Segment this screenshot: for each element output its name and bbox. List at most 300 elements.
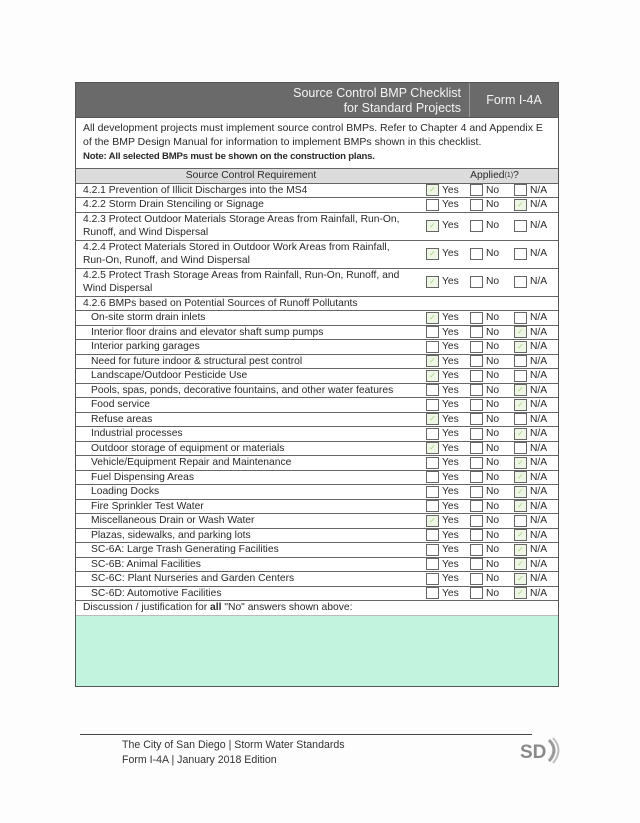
option-na[interactable] [514,184,552,198]
discussion-prefix: Discussion / justification for [83,602,211,613]
discussion-textarea[interactable] [76,615,558,686]
option-na[interactable] [514,398,552,412]
applied-options [418,198,558,212]
requirement-label: Pools, spas, ponds, decorative fountains, and other water features [91,384,394,396]
option-label-yes: Yes [442,442,459,454]
checkbox-yes[interactable]: ✓ [426,248,439,260]
option-label-yes: Yes [442,573,459,584]
col-header-requirement: Source Control Requirement [185,170,317,181]
checkbox-no[interactable] [470,529,483,541]
option-na[interactable] [514,500,552,514]
checkbox-na[interactable] [514,515,527,527]
form-i-4a [75,82,559,687]
col-header-applied-suffix: ? [513,170,519,181]
option-yes[interactable] [426,471,464,485]
option-na[interactable] [514,529,552,543]
checkbox-na[interactable]: ✓ [514,500,527,512]
option-na[interactable] [514,311,552,325]
checkbox-na[interactable]: ✓ [514,486,527,498]
applied-options [418,427,558,441]
option-label-yes: Yes [442,544,459,555]
checkbox-na[interactable]: ✓ [514,587,527,599]
checkbox-yes[interactable] [426,529,439,541]
form-id: Form I-4A [469,83,558,117]
option-label-no: No [486,312,500,323]
requirement-label: 4.2.2 Storm Drain Stenciling or Signage [83,199,264,210]
applied-options [418,340,558,354]
checkbox-no[interactable] [470,312,483,324]
applied-options [418,326,558,340]
checkbox-yes[interactable]: ✓ [426,312,439,324]
applied-options [418,587,558,601]
option-yes[interactable] [426,529,464,543]
applied-options [418,413,558,427]
requirement-row [76,268,558,296]
option-label-no: No [486,384,500,396]
option-no[interactable] [470,485,508,499]
option-label-no: No [486,515,500,526]
option-label-na: N/A [530,370,548,381]
option-label-yes: Yes [442,312,459,323]
option-label-no: No [486,587,500,599]
checkbox-no[interactable] [470,220,483,232]
requirement-label: Loading Docks [91,486,160,497]
option-label-na: N/A [530,573,548,584]
checkbox-yes[interactable]: ✓ [426,413,439,425]
option-yes[interactable] [426,558,464,572]
discussion-suffix: "No" answers shown above: [221,602,353,613]
option-yes[interactable] [426,500,464,514]
option-label-yes: Yes [442,500,459,512]
checkbox-yes[interactable] [426,471,439,483]
option-label-yes: Yes [442,370,459,381]
option-yes[interactable] [426,398,464,412]
option-label-no: No [486,457,500,468]
option-na[interactable] [514,442,552,456]
option-label-no: No [486,399,500,410]
checkbox-na[interactable] [514,312,527,324]
checkbox-na[interactable]: ✓ [514,471,527,483]
checkbox-na[interactable]: ✓ [514,384,527,396]
option-label-na: N/A [530,276,548,288]
col-header-footnote: (1) [504,172,514,179]
checkbox-yes[interactable] [426,199,439,211]
option-yes[interactable] [426,275,464,289]
option-no[interactable] [470,471,508,485]
option-label-na: N/A [530,515,548,526]
requirement-label: Plazas, sidewalks, and parking lots [91,529,251,541]
requirement-row [76,197,558,212]
checkbox-no[interactable] [470,248,483,260]
option-label-na: N/A [530,399,548,410]
checkbox-yes[interactable] [426,457,439,469]
option-label-no: No [486,413,500,425]
checkbox-na[interactable] [514,413,527,425]
requirement-label: Fire Sprinkler Test Water [91,500,204,512]
requirement-row [76,212,558,240]
checkbox-na[interactable]: ✓ [514,558,527,570]
pollutant-source-row [76,354,558,369]
requirement-label: 4.2.3 Protect Outdoor Materials Storage Areas from Rainfall, Run-On, Runoff, and Wind Dispersal [83,213,400,238]
checkbox-na[interactable]: ✓ [514,544,527,556]
checkbox-na[interactable] [514,220,527,232]
intro-note: Note: All selected BMPs must be shown on the construction plans. [83,151,375,162]
option-label-na: N/A [530,312,548,323]
option-no[interactable] [470,369,508,383]
checkbox-yes[interactable]: ✓ [426,276,439,288]
option-na[interactable] [514,219,552,233]
table-header-row [76,168,558,183]
option-na[interactable] [514,275,552,289]
applied-options [418,398,558,412]
checkbox-na[interactable]: ✓ [514,457,527,469]
checkbox-yes[interactable] [426,544,439,556]
option-yes[interactable] [426,442,464,456]
checkbox-no[interactable] [470,355,483,367]
option-label-no: No [486,341,500,352]
checkbox-no[interactable] [470,573,483,585]
option-no[interactable] [470,413,508,427]
option-label-na: N/A [530,184,548,196]
checkbox-na[interactable] [514,355,527,367]
discussion-label [76,600,558,615]
pollutant-source-row [76,484,558,499]
option-na[interactable] [514,456,552,470]
option-label-yes: Yes [442,428,459,439]
checkbox-no[interactable] [470,515,483,527]
option-label-na: N/A [530,500,548,512]
option-na[interactable] [514,340,552,354]
option-label-no: No [486,558,500,570]
checkbox-na[interactable] [514,276,527,288]
option-no[interactable] [470,529,508,543]
pollutant-source-row [76,310,558,325]
option-label-na: N/A [530,544,548,555]
option-no[interactable] [470,384,508,398]
form-title-line2: for Standard Projects [343,101,461,115]
checkbox-yes[interactable] [426,486,439,498]
option-label-na: N/A [530,384,548,396]
option-no[interactable] [470,275,508,289]
requirement-label: Interior parking garages [91,341,200,352]
option-yes[interactable] [426,485,464,499]
option-yes[interactable] [426,514,464,528]
option-label-no: No [486,442,500,454]
pollutant-source-row [76,499,558,514]
checkbox-na[interactable] [514,248,527,260]
applied-options [418,241,558,268]
checkbox-no[interactable] [470,428,483,440]
checkbox-yes[interactable] [426,587,439,599]
option-yes[interactable] [426,456,464,470]
option-yes[interactable] [426,340,464,354]
option-label-yes: Yes [442,558,459,570]
option-label-no: No [486,184,500,196]
requirement-label: Fuel Dispensing Areas [91,471,195,483]
pollutant-source-row [76,513,558,528]
requirement-label: Outdoor storage of equipment or materials [91,442,285,454]
footer-text [122,738,345,768]
discussion-all: all [210,602,222,613]
checkbox-na[interactable] [514,442,527,454]
option-na[interactable] [514,247,552,261]
checkbox-yes[interactable] [426,500,439,512]
option-na[interactable] [514,413,552,427]
pollutant-source-row [76,426,558,441]
checkbox-yes[interactable] [426,428,439,440]
requirement-label: SC-6B: Animal Facilities [91,558,201,570]
option-no[interactable] [470,427,508,441]
requirement-label: Industrial processes [91,428,183,439]
option-yes[interactable] [426,219,464,233]
option-na[interactable] [514,587,552,601]
option-label-yes: Yes [442,355,459,367]
option-label-no: No [486,573,500,584]
option-yes[interactable] [426,543,464,557]
checkbox-yes[interactable]: ✓ [426,442,439,454]
footer-line1: The City of San Diego | Storm Water Standards [122,739,345,751]
option-na[interactable] [514,355,552,369]
option-label-no: No [486,248,500,260]
option-label-no: No [486,276,500,288]
option-label-no: No [486,428,500,439]
checkbox-no[interactable] [470,199,483,211]
option-no[interactable] [470,184,508,198]
option-label-na: N/A [530,529,548,541]
pollutant-source-row [76,412,558,427]
applied-options [418,269,558,296]
option-no[interactable] [470,247,508,261]
option-label-na: N/A [530,199,548,210]
option-label-yes: Yes [442,341,459,352]
checkbox-no[interactable] [470,384,483,396]
option-label-no: No [486,500,500,512]
option-na[interactable] [514,198,552,212]
option-label-no: No [486,471,500,483]
intro-text: All development projects must implement source control BMPs. Refer to Chapter 4 and Appendix E of the BMP Design Manual for information to implement BMPs shown in this checklist. [83,122,543,148]
option-no[interactable] [470,340,508,354]
applied-options [418,558,558,572]
checkbox-yes[interactable]: ✓ [426,355,439,367]
option-yes[interactable] [426,311,464,325]
applied-options [418,514,558,528]
checkbox-na[interactable] [514,184,527,196]
option-label-yes: Yes [442,471,459,483]
option-yes[interactable] [426,355,464,369]
intro-section [76,117,558,168]
checkbox-na[interactable]: ✓ [514,529,527,541]
requirement-label: 4.2.5 Protect Trash Storage Areas from Rainfall, Run-On, Runoff, and Wind Dispersal [83,269,400,294]
option-label-yes: Yes [442,587,459,599]
col-header-applied [423,169,558,183]
checkbox-no[interactable] [470,276,483,288]
applied-options [418,213,558,240]
option-no[interactable] [470,355,508,369]
applied-options [418,471,558,485]
checkbox-no[interactable] [470,500,483,512]
option-yes[interactable] [426,413,464,427]
checkbox-na[interactable]: ✓ [514,428,527,440]
option-no[interactable] [470,500,508,514]
option-no[interactable] [470,398,508,412]
section-426-row [76,296,558,311]
option-label-na: N/A [530,428,548,439]
checkbox-yes[interactable] [426,384,439,396]
requirement-label: SC-6D: Automotive Facilities [91,587,222,599]
option-yes[interactable] [426,384,464,398]
applied-options [418,543,558,557]
checkbox-na[interactable]: ✓ [514,199,527,211]
option-yes[interactable] [426,369,464,383]
option-na[interactable] [514,514,552,528]
option-label-na: N/A [530,220,548,232]
option-yes[interactable] [426,587,464,601]
option-label-yes: Yes [442,276,459,288]
option-na[interactable] [514,572,552,586]
option-label-yes: Yes [442,515,459,526]
pollutant-source-row [76,557,558,572]
requirement-label: Interior floor drains and elevator shaft sump pumps [91,326,324,338]
option-label-no: No [486,326,500,338]
checkbox-yes[interactable]: ✓ [426,370,439,382]
option-label-yes: Yes [442,457,459,468]
option-na[interactable] [514,369,552,383]
requirement-label: SC-6C: Plant Nurseries and Garden Centers [91,573,295,584]
pollutant-source-row [76,397,558,412]
checkbox-no[interactable] [470,184,483,196]
requirement-row [76,183,558,198]
checkbox-yes[interactable] [426,558,439,570]
checkbox-no[interactable] [470,457,483,469]
option-yes[interactable] [426,198,464,212]
applied-options [418,311,558,325]
option-label-no: No [486,370,500,381]
option-na[interactable] [514,427,552,441]
option-no[interactable] [470,514,508,528]
option-na[interactable] [514,384,552,398]
checkbox-na[interactable]: ✓ [514,399,527,411]
requirement-rows [76,183,558,296]
option-label-yes: Yes [442,326,459,338]
requirement-label: 4.2.4 Protect Materials Stored in Outdoor Work Areas from Rainfall, Run-On, Runoff, and Wind Dispersal [83,241,390,266]
applied-options [418,456,558,470]
option-no[interactable] [470,543,508,557]
checkbox-na[interactable]: ✓ [514,573,527,585]
option-no[interactable] [470,587,508,601]
checkbox-yes[interactable]: ✓ [426,184,439,196]
footer-line2: Form I-4A | January 2018 Edition [122,754,277,766]
option-label-yes: Yes [442,248,459,260]
option-label-na: N/A [530,413,548,425]
checkbox-yes[interactable] [426,326,439,338]
applied-options [418,529,558,543]
option-label-yes: Yes [442,486,459,497]
option-na[interactable] [514,543,552,557]
checkbox-no[interactable] [470,486,483,498]
applied-options [418,369,558,383]
option-na[interactable] [514,558,552,572]
option-yes[interactable] [426,247,464,261]
checkbox-yes[interactable] [426,399,439,411]
footer-rule [80,734,532,735]
option-na[interactable] [514,471,552,485]
checkbox-yes[interactable] [426,341,439,353]
option-yes[interactable] [426,572,464,586]
requirement-label: Food service [91,399,150,410]
option-na[interactable] [514,485,552,499]
requirement-label: Refuse areas [91,413,153,425]
option-no[interactable] [470,219,508,233]
option-no[interactable] [470,456,508,470]
option-yes[interactable] [426,326,464,340]
checkbox-yes[interactable] [426,573,439,585]
applied-options [418,572,558,586]
option-no[interactable] [470,311,508,325]
option-label-na: N/A [530,442,548,454]
option-no[interactable] [470,442,508,456]
requirement-label: Miscellaneous Drain or Wash Water [91,515,255,526]
checkbox-na[interactable] [514,370,527,382]
option-label-yes: Yes [442,413,459,425]
checkbox-yes[interactable]: ✓ [426,220,439,232]
checkbox-no[interactable] [470,326,483,338]
option-label-no: No [486,220,500,232]
pollutant-source-row [76,325,558,340]
checkbox-no[interactable] [470,341,483,353]
requirement-label: Need for future indoor & structural pest control [91,355,303,367]
option-label-no: No [486,486,500,497]
option-label-na: N/A [530,587,548,599]
option-no[interactable] [470,198,508,212]
checkbox-no[interactable] [470,544,483,556]
section-426-label: 4.2.6 BMPs based on Potential Sources of Runoff Pollutants [83,297,358,309]
option-label-yes: Yes [442,184,459,196]
applied-options [418,184,558,198]
option-label-yes: Yes [442,384,459,396]
option-na[interactable] [514,326,552,340]
option-no[interactable] [470,326,508,340]
option-yes[interactable] [426,184,464,198]
pollutant-source-row [76,455,558,470]
checkbox-no[interactable] [470,442,483,454]
checkbox-na[interactable]: ✓ [514,341,527,353]
checkbox-no[interactable] [470,399,483,411]
form-title-line1: Source Control BMP Checklist [293,86,461,100]
checkbox-no[interactable] [470,413,483,425]
pollutant-source-row [76,542,558,557]
option-label-yes: Yes [442,529,459,541]
pollutant-source-row [76,441,558,456]
requirement-label: Landscape/Outdoor Pesticide Use [91,370,248,381]
option-yes[interactable] [426,427,464,441]
requirement-label: SC-6A: Large Trash Generating Facilities [91,544,279,555]
checkbox-yes[interactable]: ✓ [426,515,439,527]
option-no[interactable] [470,558,508,572]
option-label-na: N/A [530,355,548,367]
checkbox-no[interactable] [470,471,483,483]
requirement-label: Vehicle/Equipment Repair and Maintenance [91,457,292,468]
checkbox-no[interactable] [470,558,483,570]
option-label-na: N/A [530,457,548,468]
option-no[interactable] [470,572,508,586]
requirement-label: 4.2.1 Prevention of Illicit Discharges into the MS4 [83,184,308,196]
checkbox-no[interactable] [470,370,483,382]
option-label-yes: Yes [442,199,459,210]
option-label-no: No [486,355,500,367]
applied-options [418,500,558,514]
checkbox-na[interactable]: ✓ [514,326,527,338]
checkbox-no[interactable] [470,587,483,599]
